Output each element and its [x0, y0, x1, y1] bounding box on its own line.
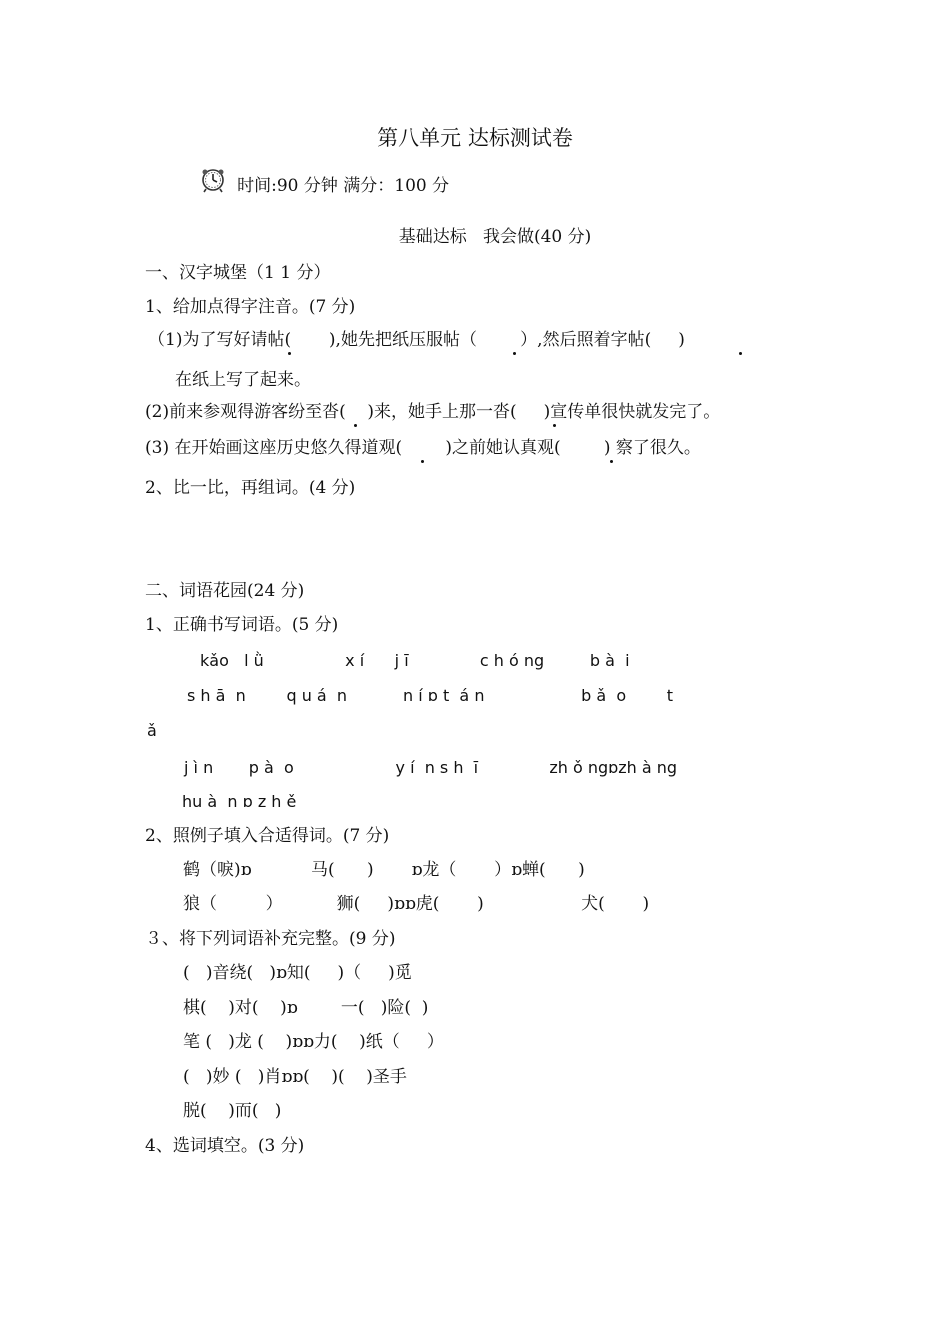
q2-2-line-1: 鹤（唳)ɒ 马( ) ɒ龙（ ）ɒ蝉( ): [183, 860, 585, 880]
exam-meta: [200, 168, 449, 196]
q1-1-line-1b: 在纸上写了起来。: [175, 370, 311, 390]
pinyin-row-2: s h ā n q u á n n í ɒ t á n b ǎ o t: [187, 686, 674, 705]
pinyin-row-1: kǎo l ǜ x í j ī c h ó ng b à i: [200, 651, 630, 670]
q2-1-heading: 1、正确书写词语。(5 分): [145, 615, 339, 635]
q2-3-heading: ３、将下列词语补充完整。(9 分): [145, 929, 396, 949]
q2-3-line-5: 脱( )而( ): [183, 1101, 282, 1121]
q2-3-line-4: ( )妙 ( )肖ɒɒ( )( )圣手: [183, 1067, 407, 1087]
time-score-text: 时间:90 分钟 满分：100 分: [237, 175, 450, 196]
pinyin-row-3: j ì n p à o y í n s h ī zh ǒ ngɒzh à ng: [184, 758, 678, 777]
clock-icon: [200, 168, 226, 198]
q1-1-heading: 1、给加点得字注音。(7 分): [145, 297, 356, 317]
page-title: 第八单元 达标测试卷: [377, 126, 573, 150]
section-1-heading: 一、汉字城堡（1 1 分）: [145, 263, 331, 283]
emphasis-dot: [610, 460, 613, 463]
q1-1-line-2: (2)前来参观得游客纷至沓( )来，她手上那一沓( )宣传单很快就发完了。: [145, 402, 721, 422]
q1-2-heading: 2、比一比，再组词。(4 分): [145, 478, 356, 498]
pinyin-row-4: hu à n ɒ z h ě: [182, 792, 297, 811]
emphasis-dot: [288, 352, 291, 355]
q1-1-line-1: （1)为了写好请帖( ),她先把纸压服帖（ ）,然后照着字帖( ): [148, 330, 685, 350]
q2-2-line-2: 狼（ ） 狮( )ɒɒ虎( ) 犬( ): [183, 894, 650, 914]
pinyin-row-2b: ǎ: [147, 721, 157, 740]
q2-3-line-3: 笔 ( )龙 ( )ɒɒ力( )纸（ ）: [183, 1032, 444, 1052]
emphasis-dot: [513, 352, 516, 355]
q2-2-heading: 2、照例子填入合适得词。(7 分): [145, 826, 390, 846]
section-2-heading: 二、词语花园(24 分): [145, 581, 305, 601]
section-subtitle: 基础达标 我会做(40 分): [398, 227, 592, 247]
q2-4-heading: 4、选词填空。(3 分): [145, 1136, 305, 1156]
q2-3-line-1: ( )音绕( )ɒ知( )（ )觅: [183, 963, 412, 983]
emphasis-dot: [421, 460, 424, 463]
q1-1-line-3: (3) 在开始画这座历史悠久得道观( )之前她认真观( ) 察了很久。: [145, 438, 701, 458]
emphasis-dot: [553, 424, 556, 427]
q2-3-line-2: 棋( )对( )ɒ 一( )险( ): [183, 998, 429, 1018]
emphasis-dot: [354, 424, 357, 427]
emphasis-dot: [739, 352, 742, 355]
